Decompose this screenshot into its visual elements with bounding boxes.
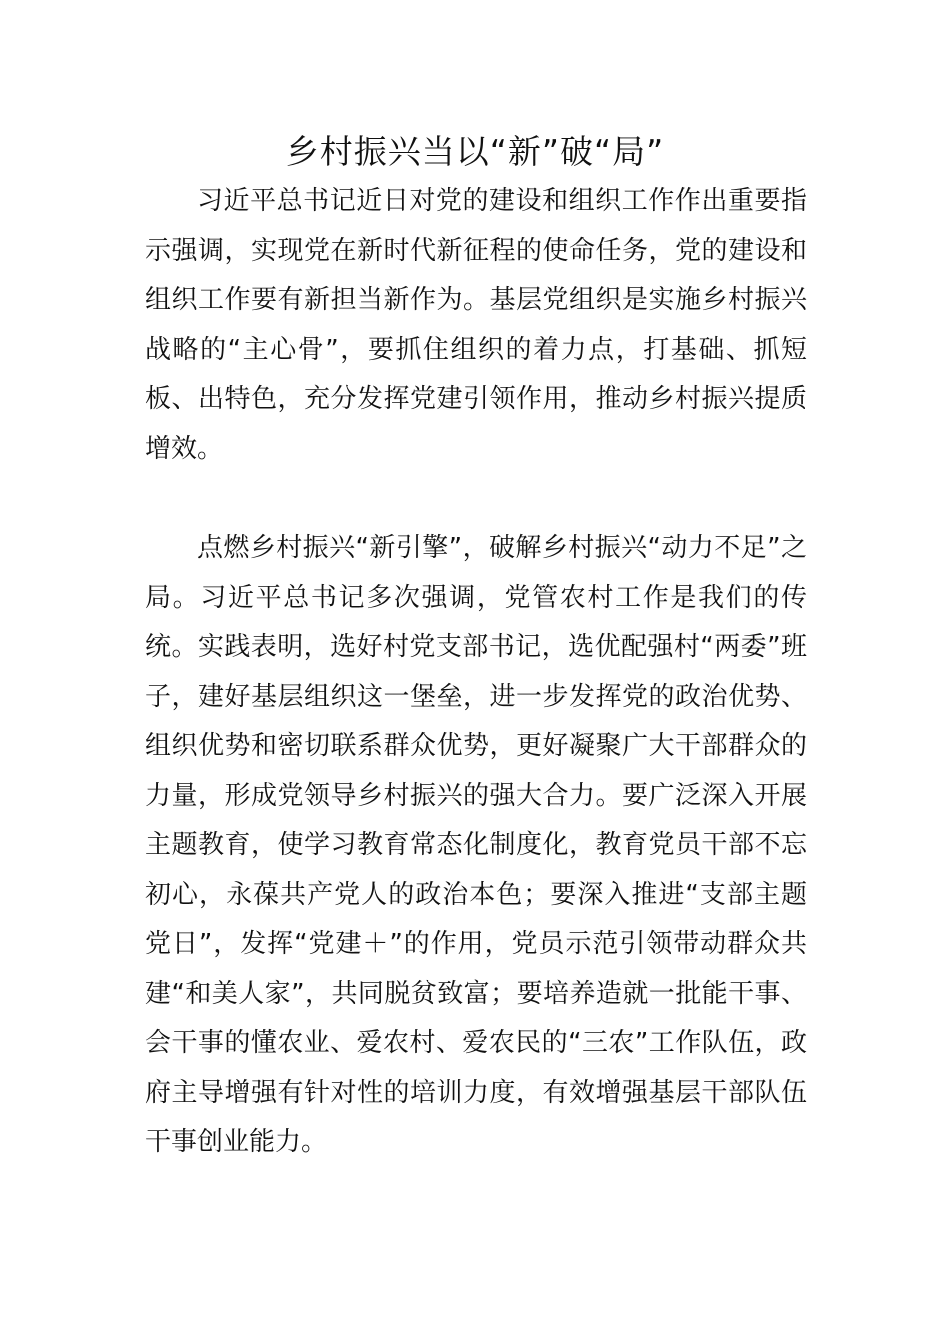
document-title: 乡村振兴当以“新”破“局” [285,132,665,171]
paragraph-new-engine: 点燃乡村振兴“新引擎”，破解乡村振兴“动力不足”之局。习近平总书记多次强调，党管农村工作是我们的传统。实践表明，选好村党支部书记，选优配强村“两委”班子，建好基层组织这一堡垒，进一步发挥党的政治优势、组织优势和密切联系群众优势，更好凝聚广大干部群众的力量，形成党领导乡村振兴的强大合力。要广泛深入开展主题教育，使学习教育常态化制度化，教育党员干部不忘初心，永葆共产党人的政治本色；要深入推进“支部主题党日”，发挥“党建＋”的作用，党员示范引领带动群众共建“和美人家”，共同脱贫致富；要培养造就一批能干事、会干事的懂农业、爱农村、爱农民的“三农”工作队伍，政府主导增强有针对性的培训力度，有效增强基层干部队伍干事创业能力。 [145,533,807,1157]
paragraph-intro: 习近平总书记近日对党的建设和组织工作作出重要指示强调，实现党在新时代新征程的使命任务，党的建设和组织工作要有新担当新作为。基层党组织是实施乡村振兴战略的“主心骨”，要抓住组织的着力点，打基础、抓短板、出特色，充分发挥党建引领作用，推动乡村振兴提质增效。 [145,186,807,464]
